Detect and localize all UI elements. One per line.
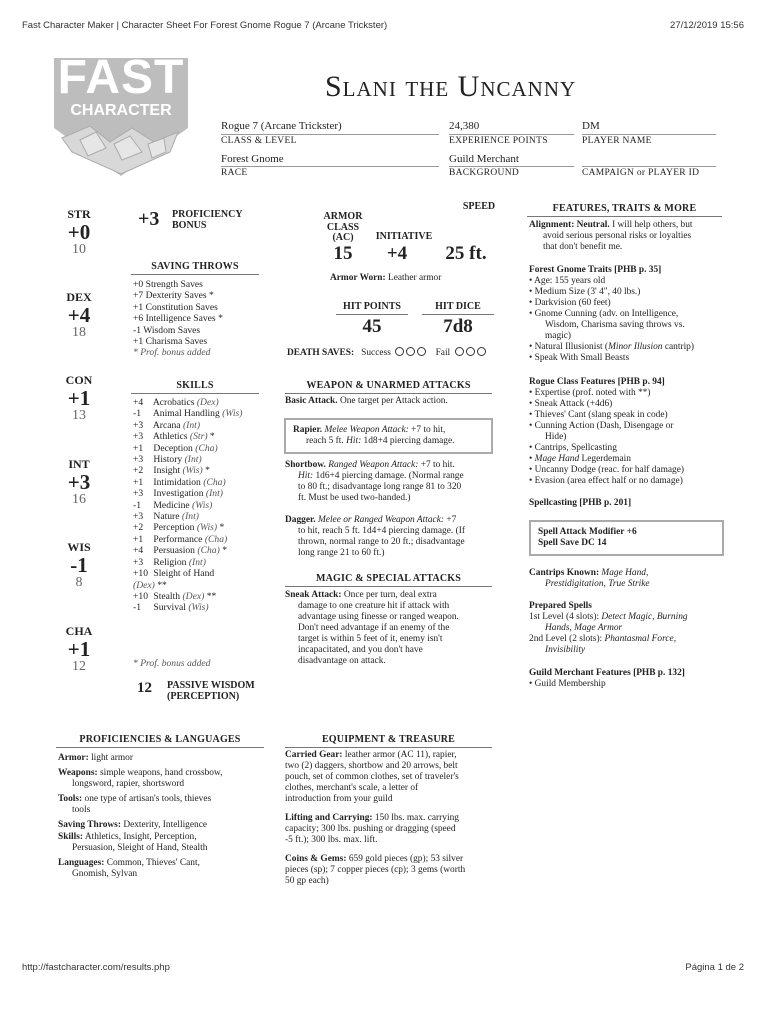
skill-row xyxy=(133,500,273,511)
gnome-traits-title: Forest Gnome Traits [PHB p. 35] xyxy=(529,265,662,275)
saving-throws-list xyxy=(133,279,223,359)
basic-attack-text: One target per Attack action. xyxy=(339,396,448,406)
skill-row xyxy=(133,557,273,568)
skill-attribute: (Dex) xyxy=(182,590,205,602)
spell-level-label: 1st Level (4 slots): xyxy=(529,612,600,622)
skill-name: Investigation xyxy=(153,488,204,500)
gnome-trait-item: magic) xyxy=(545,331,572,341)
armor-worn xyxy=(330,273,441,284)
skill-row xyxy=(133,431,273,442)
skill-proficiency-marker: * xyxy=(209,431,215,443)
feature-bullet: • xyxy=(529,454,535,464)
spell-attack-modifier: Spell Attack Modifier +6 xyxy=(538,527,637,537)
proficiencies-title: PROFICIENCIES & LANGUAGES xyxy=(56,734,264,748)
skill-row xyxy=(133,522,273,533)
logo-fast-text: FAST xyxy=(57,51,185,104)
ability-modifier: +0 xyxy=(67,220,91,244)
languages-label: Languages: xyxy=(58,857,105,868)
trait-spell: Minor Illusion xyxy=(608,342,663,352)
logo-character-text: CHARACTER xyxy=(70,102,172,119)
saving-throw-item: +6 Intelligence Saves * xyxy=(133,313,223,325)
death-saves-label: DEATH SAVES: xyxy=(287,348,355,358)
saving-throw-item: +0 Strength Saves xyxy=(133,279,203,290)
tools-prof-value: one type of artisan's tools, thieves xyxy=(82,793,212,804)
skill-attribute: (Int) xyxy=(205,488,223,500)
ability-modifier: +1 xyxy=(67,386,91,410)
hit-dice-label: HIT DICE xyxy=(422,301,494,315)
alignment-label: Alignment: Neutral. xyxy=(529,220,610,230)
rapier-reach: reach 5 ft. xyxy=(306,436,344,446)
skill-row xyxy=(133,534,273,545)
passive-wisdom-label xyxy=(167,680,255,702)
carried-gear-line: introduction from your guild xyxy=(285,794,393,804)
guild-feature-item: • Guild Membership xyxy=(529,679,606,689)
shortbow-attack xyxy=(285,460,464,504)
ac-label-line3: (AC) xyxy=(332,232,354,243)
dagger-long-range: long range 21 to 60 ft.) xyxy=(298,548,385,558)
ability-modifier: +1 xyxy=(67,637,91,661)
skill-modifier: +2 xyxy=(133,522,144,534)
weapons-prof-label: Weapons: xyxy=(58,767,98,778)
rapier-hit-label: Hit: xyxy=(346,436,362,446)
spell-level-label: 2nd Level (2 slots): xyxy=(529,634,603,644)
skill-name: Performance xyxy=(153,533,203,545)
rogue-feature-item: • Evasion (area effect half or no damage) xyxy=(529,476,683,486)
ability-con xyxy=(53,373,105,424)
skill-modifier: +3 xyxy=(133,556,144,568)
ability-score: 8 xyxy=(75,575,83,590)
lifting-label: Lifting and Carrying: xyxy=(285,813,373,823)
skill-name: Religion xyxy=(153,556,187,568)
sneak-attack-line: Once per turn, deal extra xyxy=(341,590,437,600)
skill-modifier: +4 xyxy=(133,397,144,408)
lifting-line: -5 ft.); 300 lbs. max. lift. xyxy=(285,835,378,845)
background-value: Guild Merchant xyxy=(449,153,519,165)
ability-cha xyxy=(53,624,105,675)
skill-name: Deception xyxy=(153,442,193,454)
weapon-attacks-title: WEAPON & UNARMED ATTACKS xyxy=(285,380,492,394)
gnome-trait-item xyxy=(529,342,694,353)
gnome-trait-item: • Age: 155 years old xyxy=(529,276,606,286)
dagger-attack xyxy=(285,515,465,559)
proficiency-bonus-label xyxy=(172,209,243,231)
fast-character-logo xyxy=(50,51,192,178)
skill-modifier: +3 xyxy=(133,419,144,431)
saving-prof-label: Saving Throws: xyxy=(58,819,121,830)
skill-attribute: (Wis) xyxy=(182,465,203,477)
skill-modifier: +1 xyxy=(133,442,144,454)
weapons-prof-value: simple weapons, hand crossbow, xyxy=(97,767,223,778)
skill-attribute: (Str) xyxy=(189,431,208,443)
skill-modifier: +3 xyxy=(133,431,144,443)
death-saves xyxy=(287,347,486,359)
passive-label-line1: PASSIVE WISDOM xyxy=(167,680,255,691)
gnome-trait-item: • Darkvision (60 feet) xyxy=(529,298,611,308)
basic-attack-name: Basic Attack. xyxy=(285,396,338,406)
skill-modifier: +4 xyxy=(133,545,144,557)
skill-attribute: (Int) xyxy=(181,511,199,523)
ac-label-line2: CLASS xyxy=(326,221,360,233)
guild-features-title: Guild Merchant Features [PHB p. 132] xyxy=(529,668,685,678)
saving-throw-item: +7 Dexterity Saves * xyxy=(133,290,214,302)
cantrips-label: Cantrips Known: xyxy=(529,568,600,578)
proficiencies-list xyxy=(58,753,223,881)
rogue-feature-item: • Uncanny Dodge (reac. for half damage) xyxy=(529,465,685,475)
proficiency-bonus-value: +3 xyxy=(138,208,160,230)
carried-gear-line: clothes, merchant's scale, a letter of xyxy=(285,783,419,793)
passive-label-line2: (PERCEPTION) xyxy=(167,691,240,702)
guild-merchant-features xyxy=(529,668,685,690)
cantrips-line: Prestidigitation, True Strike xyxy=(545,579,650,589)
skill-name: Athletics xyxy=(152,431,188,443)
skill-row xyxy=(133,568,273,591)
saving-throw-item: +1 Charisma Saves xyxy=(133,336,208,348)
ability-wis xyxy=(53,540,105,591)
xp-value: 24,380 xyxy=(449,120,480,132)
skill-attribute: (Wis) xyxy=(196,522,218,534)
print-footer-page: Página 1 de 2 xyxy=(685,962,744,973)
rapier-to-hit: +7 to hit, xyxy=(411,425,446,435)
carried-gear-line: two (2) daggers, shortbow and 20 arrows, belt xyxy=(285,761,458,771)
skills-list xyxy=(133,397,273,614)
ability-modifier: +4 xyxy=(67,303,91,327)
trait-text: • Natural Illusionist ( xyxy=(529,342,609,352)
rogue-feature-item: • Expertise (prof. noted with **) xyxy=(529,388,651,398)
death-saves-fail-label: Fail xyxy=(435,348,451,358)
saving-throw-item: +1 Constitution Saves xyxy=(133,301,218,313)
tools-prof-value: tools xyxy=(72,805,91,816)
skills-prof-value: Athletics, Insight, Perception, xyxy=(83,831,197,842)
skill-attribute: (Int) xyxy=(182,419,201,431)
speed-label: SPEED xyxy=(462,201,496,212)
carried-gear-label: Carried Gear: xyxy=(285,750,343,760)
equipment-title: EQUIPMENT & TREASURE xyxy=(285,734,492,748)
armor-prof-label: Armor: xyxy=(58,753,89,763)
forest-gnome-traits xyxy=(529,265,694,364)
features-title: FEATURES, TRAITS & MORE xyxy=(527,203,722,217)
tools-prof-label: Tools: xyxy=(58,793,83,804)
hit-dice-value: 7d8 xyxy=(443,316,473,337)
proficiency-label-line1: PROFICIENCY xyxy=(172,209,243,220)
skill-attribute: (Cha) xyxy=(195,442,218,454)
ability-score: 18 xyxy=(72,325,86,340)
skills-title: SKILLS xyxy=(131,380,259,394)
prepared-spells xyxy=(529,601,688,656)
skill-modifier: +3 xyxy=(133,511,144,523)
skill-name: Acrobatics xyxy=(152,397,195,408)
shortbow-note: ft. Must be used two-handed.) xyxy=(298,493,411,503)
spell-level-spells: Hands, Mage Armor xyxy=(545,623,623,633)
dagger-range: thrown, normal range to 20 ft.; disadvantage xyxy=(298,537,465,547)
skills-prof-value: Persuasion, Sleight of Hand, Stealth xyxy=(72,843,208,854)
magic-attacks-title: MAGIC & SPECIAL ATTACKS xyxy=(285,573,492,587)
skill-row xyxy=(133,602,273,613)
ability-name: STR xyxy=(67,207,91,221)
spell-level-spells: Phantasmal Force, xyxy=(604,634,677,644)
dagger-to-hit: +7 xyxy=(446,515,457,525)
skill-proficiency-marker: ** xyxy=(157,579,167,591)
gnome-trait-item: Wisdom, Charisma saving throws vs. xyxy=(545,320,685,330)
skill-attribute: (Cha) xyxy=(203,476,226,488)
dagger-damage: to hit, reach 5 ft. 1d4+4 piercing damage. (If xyxy=(298,526,465,536)
cantrips-known xyxy=(529,568,650,590)
skill-proficiency-marker: * xyxy=(205,465,210,477)
carried-gear-line: pouch, set of common clothes, set of traveler's xyxy=(285,772,459,782)
equipment-list xyxy=(285,750,465,887)
skill-name: Sleight of Hand xyxy=(153,568,215,580)
ability-score: 16 xyxy=(72,492,86,507)
print-header-datetime: 27/12/2019 15:56 xyxy=(670,20,744,31)
skill-row xyxy=(133,454,273,465)
skill-modifier: +3 xyxy=(133,488,144,500)
skill-row xyxy=(133,408,273,419)
fail-circle-icon[interactable] xyxy=(477,347,486,356)
ability-int xyxy=(53,457,105,508)
ability-str xyxy=(53,207,105,258)
shortbow-damage: 1d6+4 piercing damage. (Normal range xyxy=(315,471,464,481)
saving-throws-title: SAVING THROWS xyxy=(131,261,259,275)
rogue-class-features xyxy=(529,377,684,487)
skill-modifier: +2 xyxy=(133,465,144,477)
coins-label: Coins & Gems: xyxy=(285,854,347,864)
sneak-attack-line: damage to one creature hit if attack with xyxy=(298,601,450,611)
skill-name: Arcana xyxy=(152,419,181,431)
skill-attribute: (Cha) xyxy=(204,533,228,545)
skill-attribute: (Wis) xyxy=(222,408,243,420)
armor-class-label xyxy=(318,212,368,244)
gnome-trait-item: • Speak With Small Beasts xyxy=(529,353,630,363)
success-circle-icon[interactable] xyxy=(417,347,426,356)
shortbow-range: to 80 ft.; disadvantage long range 81 to 320 xyxy=(298,482,462,492)
alignment-line: I will help others, but xyxy=(609,220,693,230)
ability-score: 12 xyxy=(72,659,86,674)
gnome-trait-item: • Gnome Cunning (adv. on Intelligence, xyxy=(529,309,679,319)
rogue-feature-item: Hide) xyxy=(545,432,567,442)
skill-row xyxy=(133,591,273,602)
ability-dex xyxy=(53,290,105,341)
race-value: Forest Gnome xyxy=(221,153,284,165)
cantrips-line: Mage Hand, xyxy=(601,568,649,578)
alignment xyxy=(529,220,693,253)
campaign-rule xyxy=(582,166,716,167)
skill-name: Insight xyxy=(153,465,181,477)
coins-line: 50 gp each) xyxy=(285,876,329,886)
initiative-value: +4 xyxy=(386,243,408,264)
success-circle-icon[interactable] xyxy=(395,347,404,356)
skill-row xyxy=(133,465,273,476)
background-rule xyxy=(449,166,574,167)
rogue-feature-item: • Cunning Action (Dash, Disengage or xyxy=(529,421,674,431)
sneak-attack-line: incapacitated, and you don't have xyxy=(298,645,423,655)
spell-save-dc: Spell Save DC 14 xyxy=(538,538,607,548)
ability-score: 10 xyxy=(72,242,86,257)
xp-rule xyxy=(449,134,574,135)
spell-level-spells: Invisibility xyxy=(545,645,586,655)
saving-prof-value: Dexterity, Intelligence xyxy=(120,819,208,830)
sneak-attack-line: advantage using finesse or ranged weapon. xyxy=(298,612,459,622)
alignment-line: that don't benefit me. xyxy=(543,242,623,252)
skill-row xyxy=(133,443,273,454)
skill-row xyxy=(133,511,273,522)
print-header-title: Fast Character Maker | Character Sheet For Forest Gnome Rogue 7 (Arcane Trickster) xyxy=(22,20,388,31)
sneak-attack-name: Sneak Attack: xyxy=(285,590,342,600)
feature-text: Legerdemain xyxy=(579,454,631,464)
basic-attack xyxy=(285,396,448,407)
skill-row xyxy=(133,545,273,556)
speed-value: 25 ft. xyxy=(445,243,487,264)
skill-modifier: +10 xyxy=(133,568,149,580)
initiative-label: INITIATIVE xyxy=(375,231,433,242)
shortbow-to-hit: +7 to hit. xyxy=(420,460,455,470)
skill-modifier: -1 xyxy=(133,408,141,420)
languages-value: Gnomish, Sylvan xyxy=(72,869,138,880)
race-label: RACE xyxy=(221,168,248,178)
passive-wisdom-value: 12 xyxy=(137,680,152,696)
skill-attribute: (Wis) xyxy=(188,602,209,614)
lifting-line: capacity; 300 lbs. pushing or dragging (speed xyxy=(285,824,456,834)
rogue-feature-item xyxy=(529,454,684,465)
skill-proficiency-marker: ** xyxy=(206,590,217,602)
alignment-line: avoid serious personal risks or loyalties xyxy=(543,231,692,241)
skill-attribute: (Dex) xyxy=(133,579,155,591)
skill-name: Survival xyxy=(153,602,186,614)
trait-text: cantrip) xyxy=(662,342,694,352)
ability-modifier: +3 xyxy=(67,470,91,494)
skill-row xyxy=(133,420,273,431)
ability-name: WIS xyxy=(67,540,91,554)
armor-worn-value: Leather armor xyxy=(387,273,442,283)
rogue-feature-item: • Sneak Attack (+4d6) xyxy=(529,399,613,409)
armor-prof-value: light armor xyxy=(88,753,133,763)
skills-prof-label: Skills: xyxy=(58,831,84,842)
skill-modifier: +1 xyxy=(133,476,144,488)
dagger-type: Melee or Ranged Weapon Attack: xyxy=(317,515,444,525)
skill-modifier: -1 xyxy=(133,602,141,614)
ability-modifier: -1 xyxy=(70,553,88,577)
skill-row xyxy=(133,488,273,499)
hit-points-label: HIT POINTS xyxy=(336,301,408,315)
skill-attribute: (Int) xyxy=(188,556,206,568)
fail-circle-icon[interactable] xyxy=(466,347,475,356)
sneak-attack xyxy=(285,590,459,667)
ac-label-line1: ARMOR xyxy=(323,211,363,222)
fail-circle-icon[interactable] xyxy=(455,347,464,356)
coins-line: pieces (sp); 7 copper pieces (cp); 3 gems (worth xyxy=(285,865,466,875)
sneak-attack-line: Don't need advantage if an enemy of the xyxy=(298,623,450,633)
skill-row xyxy=(133,477,273,488)
skill-name: Nature xyxy=(153,511,180,523)
gnome-trait-item: • Medium Size (3' 4", 40 lbs.) xyxy=(529,287,641,297)
skill-name: Intimidation xyxy=(153,476,201,488)
print-footer-url[interactable]: http://fastcharacter.com/results.php xyxy=(22,962,170,973)
ability-name: CON xyxy=(65,373,93,387)
skill-name: History xyxy=(153,454,183,466)
skill-attribute: (Wis) xyxy=(192,499,213,511)
skills-note: * Prof. bonus added xyxy=(133,658,211,669)
saving-throw-item: -1 Wisdom Saves xyxy=(133,324,201,336)
skill-proficiency-marker: * xyxy=(219,522,225,534)
class-level-rule xyxy=(221,134,439,135)
class-level-label: CLASS & LEVEL xyxy=(221,136,297,146)
skill-attribute: (Int) xyxy=(184,454,202,466)
weapons-prof-value: longsword, rapier, shortsword xyxy=(72,779,185,790)
skill-attribute: (Dex) xyxy=(196,397,219,408)
saving-throws-note: * Prof. bonus added xyxy=(133,347,211,359)
background-label: BACKGROUND xyxy=(449,168,520,178)
rogue-feature-item: • Cantrips, Spellcasting xyxy=(529,443,617,453)
race-rule xyxy=(221,166,439,167)
sneak-attack-line: target is within 5 feet of it, enemy isn't xyxy=(298,634,443,644)
skill-proficiency-marker: * xyxy=(222,545,227,557)
skill-modifier: +10 xyxy=(133,590,149,602)
campaign-label: CAMPAIGN or PLAYER ID xyxy=(582,168,700,178)
player-rule xyxy=(582,134,716,135)
shortbow-type: Ranged Weapon Attack: xyxy=(328,460,419,470)
skill-modifier: -1 xyxy=(133,499,141,511)
lifting-line: 150 lbs. max. carrying xyxy=(372,813,459,823)
spell-stats-box xyxy=(529,520,724,556)
languages-value: Common, Thieves' Cant, xyxy=(104,857,200,868)
character-name: Slani the Uncanny xyxy=(325,70,577,103)
skill-row xyxy=(133,397,273,408)
carried-gear-line: leather armor (AC 11), rapier, xyxy=(342,750,457,760)
rapier-attack-box xyxy=(284,418,493,454)
feature-spell: Mage Hand xyxy=(534,454,580,464)
ability-name: INT xyxy=(68,457,90,471)
sneak-attack-line: disadvantage on attack. xyxy=(298,656,386,666)
skill-name: Medicine xyxy=(153,499,190,511)
prepared-spells-title: Prepared Spells xyxy=(529,601,592,611)
dagger-name: Dagger. xyxy=(285,515,316,525)
death-saves-success-label: Success xyxy=(361,348,391,358)
class-level-value: Rogue 7 (Arcane Trickster) xyxy=(221,120,342,132)
skill-modifier: +1 xyxy=(133,533,144,545)
player-label: PLAYER NAME xyxy=(582,136,652,146)
skill-name: Perception xyxy=(153,522,195,534)
skill-name: Stealth xyxy=(153,590,181,602)
rapier-name: Rapier. xyxy=(293,425,323,435)
skill-name: Animal Handling xyxy=(152,408,220,420)
ability-name: CHA xyxy=(65,624,93,638)
rapier-damage: 1d8+4 piercing damage. xyxy=(363,436,455,446)
success-circle-icon[interactable] xyxy=(406,347,415,356)
player-value: DM xyxy=(582,120,600,132)
spell-level-spells: Detect Magic, Burning xyxy=(601,612,688,622)
xp-label: EXPERIENCE POINTS xyxy=(449,136,548,146)
skill-modifier: +3 xyxy=(133,454,144,466)
shortbow-hit-label: Hit: xyxy=(298,471,314,481)
hit-points-value: 45 xyxy=(362,316,382,337)
rogue-features-title: Rogue Class Features [PHB p. 94] xyxy=(529,377,665,387)
ability-name: DEX xyxy=(66,290,92,304)
shortbow-name: Shortbow. xyxy=(285,460,326,470)
skill-attribute: (Cha) xyxy=(197,545,220,557)
coins-line: 659 gold pieces (gp); 53 silver xyxy=(346,854,464,864)
rogue-feature-item: • Thieves' Cant (slang speak in code) xyxy=(529,410,668,420)
spellcasting-title: Spellcasting [PHB p. 201] xyxy=(529,498,632,508)
rapier-type: Melee Weapon Attack: xyxy=(324,425,409,435)
proficiency-label-line2: BONUS xyxy=(172,220,207,231)
skill-name: Persuasion xyxy=(153,545,195,557)
armor-worn-label: Armor Worn: xyxy=(330,273,386,283)
ability-score: 13 xyxy=(72,408,86,423)
armor-class-value: 15 xyxy=(333,243,353,264)
